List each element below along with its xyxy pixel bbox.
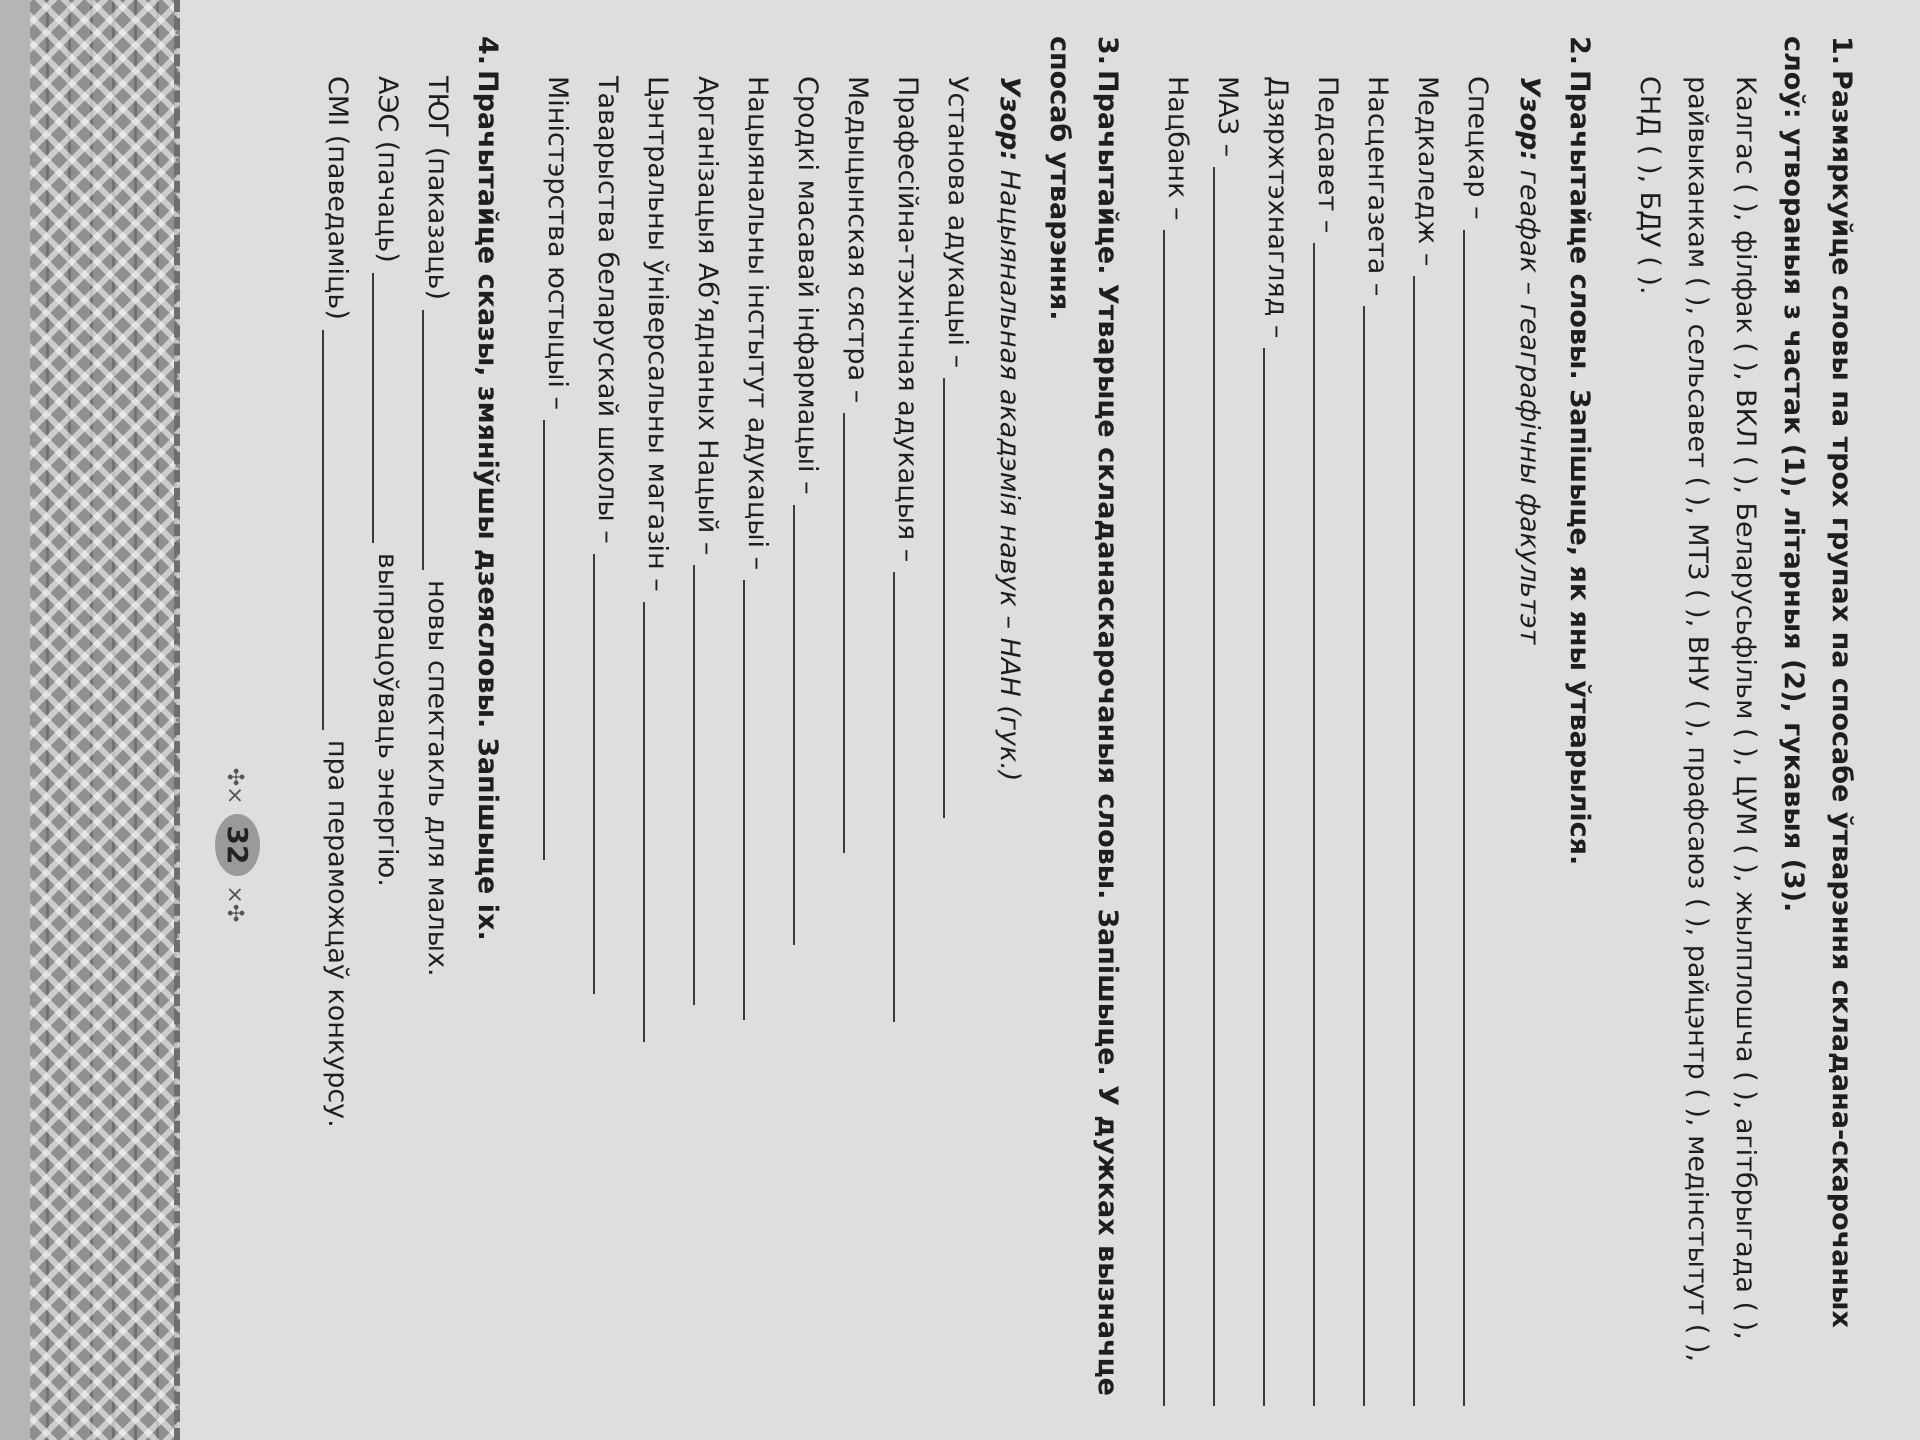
task-3-example-text: Нацыянальная акадэмія навук – НАН (гук.)	[993, 169, 1025, 782]
answer-line[interactable]	[693, 565, 695, 1005]
task-3-item: Таварыства беларускай школы –	[591, 76, 623, 544]
task-2-row	[1153, 36, 1203, 1406]
task-4-item-label: СМІ (паведаміць)	[321, 76, 353, 320]
answer-line[interactable]	[1263, 348, 1265, 1406]
task-3-row	[783, 36, 833, 1406]
folk-ornament-border	[24, 0, 180, 1440]
task-4-item-label: ТЮГ (паказаць)	[421, 76, 453, 301]
task-4-title: Прачытайце сказы, змяніўшы дзеясловы. Запішыце іх.	[471, 70, 503, 941]
task-2-example	[1505, 36, 1553, 1406]
task-3-heading	[1035, 36, 1131, 1406]
task-3-row	[633, 36, 683, 1406]
task-4	[312, 36, 510, 1406]
task-3-item: Прафесійна-тэхнічная адукацыя –	[891, 76, 923, 563]
task-3-item: Арганізацыя Аб’яднаных Нацый –	[691, 76, 723, 556]
page-number	[215, 760, 260, 930]
task-3-item: Установа адукацыі –	[941, 76, 973, 369]
task-1-title: Размяркуйце словы па трох групах па спосабе ўтварэння складана-скарочаных слоў: утвораныя з частак (1), літарныя (2), гукавыя (3).	[1777, 36, 1857, 1328]
task-3-row	[533, 36, 583, 1406]
answer-line[interactable]	[1163, 230, 1165, 1406]
task-4-item-label: АЭС (пачаць)	[371, 76, 403, 263]
answer-line[interactable]	[643, 602, 645, 1042]
task-3-row	[833, 36, 883, 1406]
task-3-row	[583, 36, 633, 1406]
ornament-right-icon: ⨯✣	[222, 885, 247, 923]
task-2	[1153, 36, 1603, 1406]
task-4-row	[362, 36, 412, 1406]
answer-line[interactable]	[372, 273, 374, 543]
task-3	[533, 36, 1131, 1406]
task-4-item-ending: новы спектакль для малых.	[421, 580, 453, 977]
task-2-example-label: Узор:	[1513, 76, 1545, 162]
task-3-title: Прачытайце. Утварыце складанаскарочаныя словы. Запішыце. У дужках вызначце спосаб утварэння.	[1043, 36, 1123, 1396]
task-3-example	[985, 36, 1033, 1406]
answer-line[interactable]	[1363, 306, 1365, 1406]
task-3-item: Сродкі масавай інфармацыі –	[791, 76, 823, 495]
task-3-row	[683, 36, 733, 1406]
task-3-item: Цэнтральны ўніверсальны магазін –	[641, 76, 673, 592]
page-number-value: 32	[215, 814, 260, 877]
task-4-heading	[462, 36, 510, 1406]
task-2-item: Медкаледж –	[1411, 76, 1443, 267]
task-1-number: 1.	[1826, 36, 1857, 66]
task-2-item: Нацбанк –	[1161, 76, 1193, 221]
ornament-left-icon: ✣⨯	[222, 767, 247, 805]
worksheet-content	[290, 36, 1865, 1406]
answer-line[interactable]	[422, 310, 424, 570]
task-2-item: МАЗ –	[1211, 76, 1243, 158]
task-1	[1625, 36, 1865, 1406]
task-2-row	[1253, 36, 1303, 1406]
answer-line[interactable]	[843, 413, 845, 853]
answer-line[interactable]	[593, 554, 595, 994]
answer-line[interactable]	[743, 580, 745, 1020]
answer-line[interactable]	[543, 420, 545, 860]
task-2-row	[1203, 36, 1253, 1406]
task-3-item: Міністэрства юстыцыі –	[541, 76, 573, 410]
task-2-item: Педсавет –	[1311, 76, 1343, 234]
task-2-row	[1403, 36, 1453, 1406]
answer-line[interactable]	[793, 505, 795, 945]
task-2-title: Прачытайце словы. Запішыце, як яны ўтварыліся.	[1563, 70, 1595, 866]
answer-line[interactable]	[943, 378, 945, 818]
page-edge	[0, 0, 30, 1440]
task-2-row	[1303, 36, 1353, 1406]
task-2-number: 2.	[1563, 36, 1595, 66]
task-3-row	[733, 36, 783, 1406]
task-2-row	[1353, 36, 1403, 1406]
task-3-example-label: Узор:	[993, 76, 1025, 162]
task-1-heading	[1769, 36, 1865, 1406]
answer-line[interactable]	[1213, 167, 1215, 1406]
task-4-item-ending: пра пераможцаў конкурсу.	[321, 739, 353, 1128]
task-3-row	[883, 36, 933, 1406]
task-2-row	[1453, 36, 1503, 1406]
task-4-row	[412, 36, 462, 1406]
task-4-item-ending: выпрацоўваць энергію.	[371, 552, 403, 887]
answer-line[interactable]	[1463, 230, 1465, 1406]
task-2-item: Спецкар –	[1461, 76, 1493, 220]
task-4-row	[312, 36, 362, 1406]
task-2-heading	[1555, 36, 1603, 1406]
task-4-number: 4.	[471, 36, 503, 66]
task-2-item: Насценгазета –	[1361, 76, 1393, 297]
task-3-number: 3.	[1091, 36, 1123, 66]
task-2-item: Дзяржтэхнагляд –	[1261, 76, 1293, 339]
task-1-word-list: Калгас ( ), філфак ( ), ВКЛ ( ), Беларусьфільм ( ), ЦУМ ( ), жылплошча ( ), агітбрыгада ( ), райвыканкам ( ), сельсавет ( ), МТЗ ( ), ВНУ ( ), прафсаюз ( ), райцэнтр ( ), медінстытут ( ), СНД ( ), БДУ ( ).	[1633, 76, 1761, 1363]
task-3-item: Медыцынская сястра –	[841, 76, 873, 404]
task-3-row	[933, 36, 983, 1406]
task-3-item: Нацыянальны інстытут адукацыі –	[741, 76, 773, 571]
answer-line[interactable]	[1413, 276, 1415, 1406]
task-2-example-text: геафак – геаграфічны факультэт	[1513, 169, 1545, 645]
answer-line[interactable]	[1313, 243, 1315, 1406]
answer-line[interactable]	[322, 330, 324, 730]
answer-line[interactable]	[893, 572, 895, 1022]
